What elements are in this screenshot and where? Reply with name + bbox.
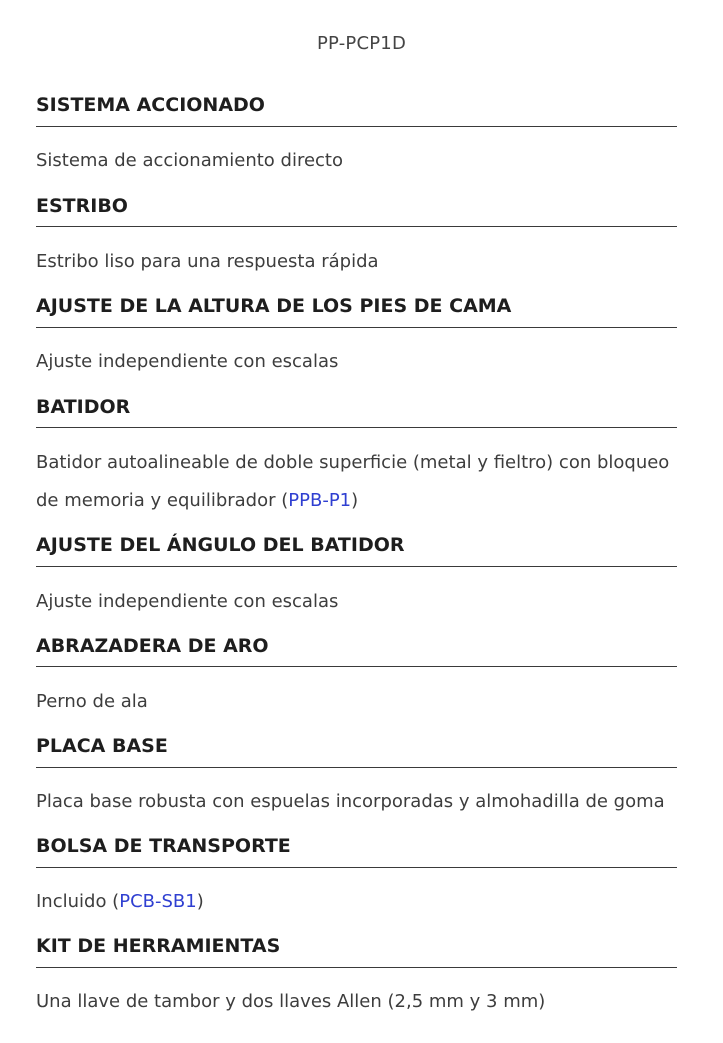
spec-divider bbox=[36, 867, 677, 868]
spec-divider bbox=[36, 427, 677, 428]
spec-text-bolsa bbox=[36, 883, 686, 921]
spec-divider bbox=[36, 967, 677, 968]
spec-divider bbox=[36, 666, 677, 667]
spec-divider bbox=[36, 767, 677, 768]
spec-title-altura-pies: AJUSTE DE LA ALTURA DE LOS PIES DE CAMA bbox=[36, 295, 512, 317]
spec-text-altura-pies: Ajuste independiente con escalas bbox=[36, 351, 339, 372]
spec-text-herramientas: Una llave de tambor y dos llaves Allen (2,5 mm y 3 mm) bbox=[36, 991, 546, 1012]
spec-text-sistema-accionado: Sistema de accionamiento directo bbox=[36, 150, 344, 171]
spec-divider bbox=[36, 566, 677, 567]
spec-title-batidor: BATIDOR bbox=[36, 396, 131, 418]
spec-text-placa-base: Placa base robusta con espuelas incorporadas y almohadilla de goma bbox=[36, 791, 665, 812]
spec-text-batidor-suffix: ) bbox=[351, 490, 359, 511]
model-code: PP-PCP1D bbox=[317, 33, 406, 54]
spec-text-batidor bbox=[36, 444, 686, 520]
spec-title-sistema-accionado: SISTEMA ACCIONADO bbox=[36, 94, 265, 116]
spec-title-abrazadera: ABRAZADERA DE ARO bbox=[36, 635, 269, 657]
spec-text-estribo: Estribo liso para una respuesta rápida bbox=[36, 251, 379, 272]
spec-divider bbox=[36, 126, 677, 127]
spec-title-bolsa: BOLSA DE TRANSPORTE bbox=[36, 835, 291, 857]
spec-text-batidor-main: Batidor autoalineable de doble superficie (metal y fieltro) con bloqueo de memoria y equilibrador ( bbox=[36, 452, 670, 511]
spec-title-estribo: ESTRIBO bbox=[36, 195, 128, 217]
spec-text-abrazadera: Perno de ala bbox=[36, 691, 148, 712]
spec-text-angulo-batidor: Ajuste independiente con escalas bbox=[36, 591, 339, 612]
link-pcb-sb1[interactable]: PCB-SB1 bbox=[119, 891, 197, 912]
spec-divider bbox=[36, 327, 677, 328]
spec-title-angulo-batidor: AJUSTE DEL ÁNGULO DEL BATIDOR bbox=[36, 534, 405, 556]
spec-title-placa-base: PLACA BASE bbox=[36, 735, 168, 757]
link-ppb-p1[interactable]: PPB-P1 bbox=[288, 490, 352, 511]
spec-text-bolsa-suffix: ) bbox=[196, 891, 204, 912]
spec-text-bolsa-main: Incluido ( bbox=[36, 891, 120, 912]
spec-title-herramientas: KIT DE HERRAMIENTAS bbox=[36, 935, 281, 957]
spec-divider bbox=[36, 226, 677, 227]
